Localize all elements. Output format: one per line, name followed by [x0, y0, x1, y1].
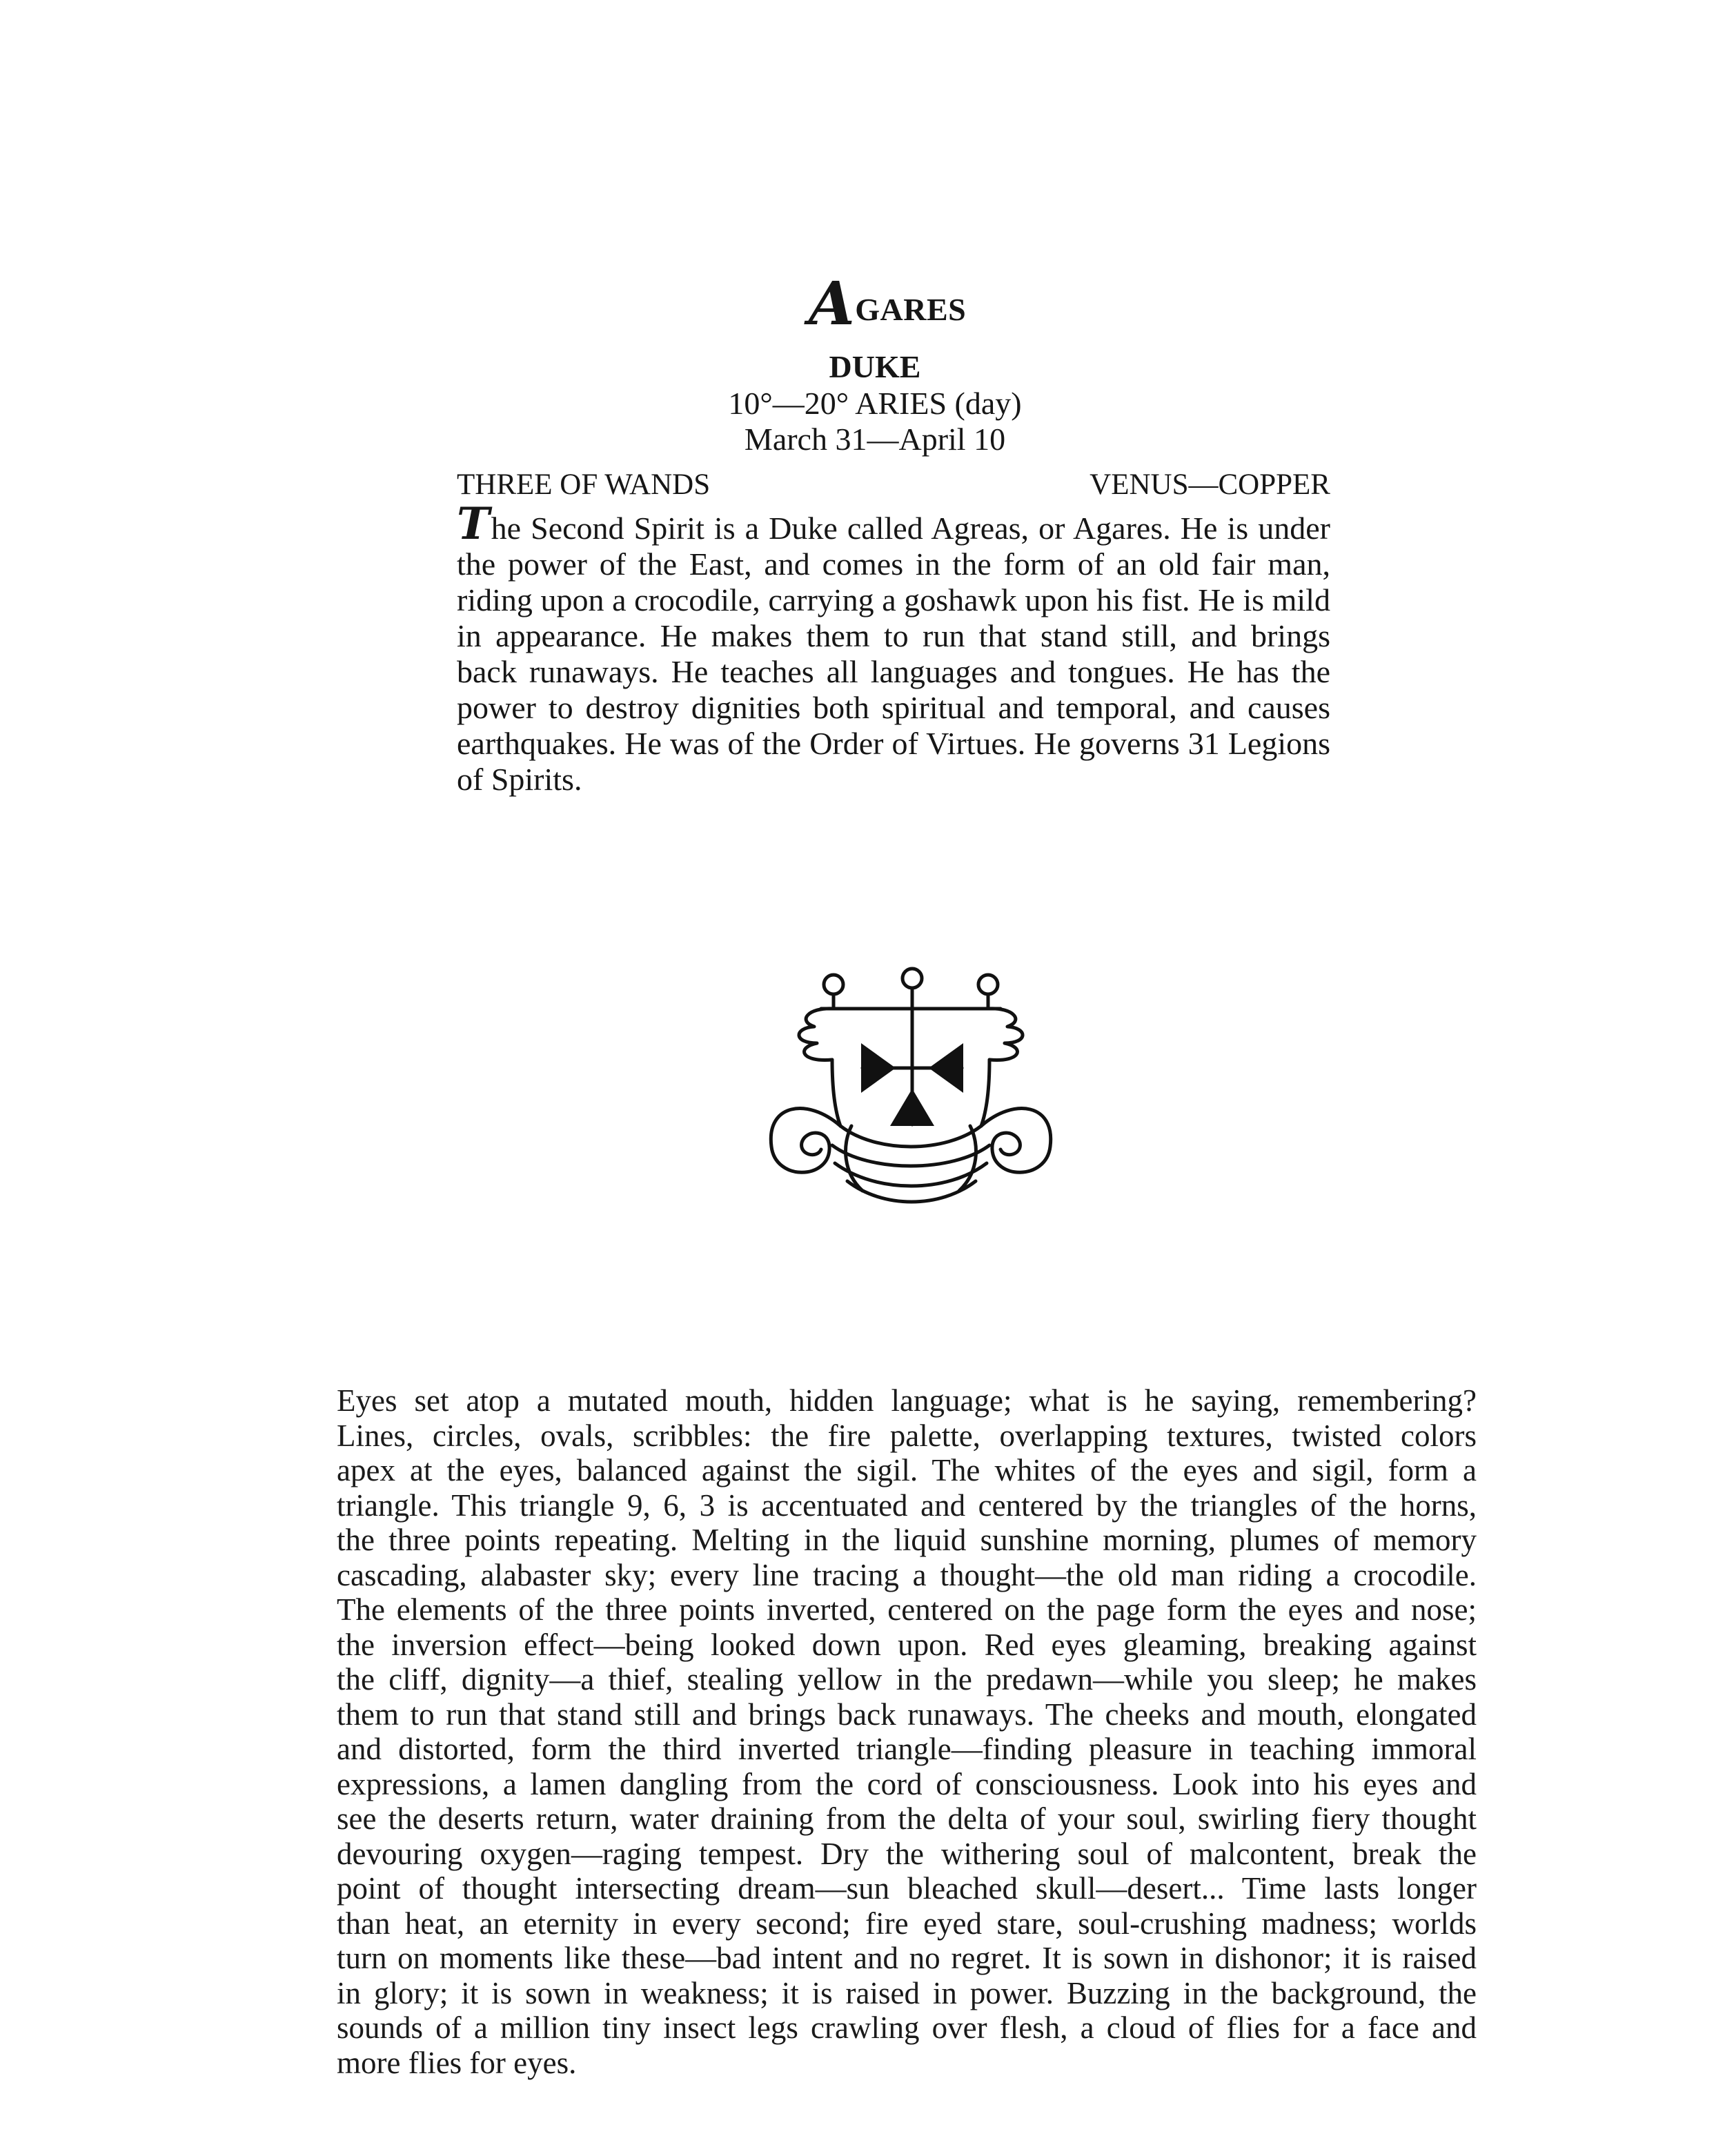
agares-sigil-icon	[766, 966, 1056, 1207]
commentary-line: apex at the eyes, balanced against the sigil. The whites of the eyes and sigil, form a	[337, 1453, 1477, 1487]
commentary-line: the three points repeating. Melting in the liquid sunshine morning, plumes of memory	[337, 1523, 1477, 1557]
commentary	[337, 1383, 1477, 2080]
commentary-line: Eyes set atop a mutated mouth, hidden language; what is he saying, remembering?	[337, 1383, 1477, 1418]
commentary-line: and distorted, form the third inverted triangle—finding pleasure in teaching immoral	[337, 1732, 1477, 1766]
commentary-line: triangle. This triangle 9, 6, 3 is accentuated and centered by the triangles of the horns,	[337, 1487, 1477, 1523]
commentary-line: than heat, an eternity in every second; fire eyed stare, soul-crushing madness; worlds	[337, 1906, 1477, 1941]
date-range: March 31—April 10	[744, 422, 1006, 457]
commentary-line: The elements of the three points inverted, centered on the page form the eyes and nose;	[337, 1592, 1477, 1627]
commentary-line: expressions, a lamen dangling from the cord of consciousness. Look into his eyes and	[337, 1766, 1477, 1801]
commentary-line: the inversion effect—being looked down upon. Red eyes gleaming, breaking against	[337, 1627, 1477, 1662]
title-rest: GARES	[855, 292, 967, 327]
commentary-line: in glory; it is sown in weakness; it is raised in power. Buzzing in the background, the	[337, 1975, 1477, 2010]
commentary-line: more flies for eyes.	[337, 2045, 577, 2080]
commentary-line: them to run that stand still and brings back runaways. The cheeks and mouth, elongated	[337, 1697, 1477, 1732]
planet-metal: VENUS—COPPER	[1090, 468, 1330, 501]
spirit-title	[809, 269, 966, 339]
commentary-line: turn on moments like these—bad intent and no regret. It is sown in dishonor; it is raised	[337, 1941, 1477, 1975]
commentary-line: see the deserts return, water draining from the delta of your soul, swirling fiery thought	[337, 1801, 1477, 1836]
commentary-line: the cliff, dignity—a thief, stealing yellow in the predawn—while you sleep; he makes	[337, 1662, 1477, 1697]
goetic-text: he Second Spirit is a Duke called Agreas, or Agares. He is under the power of the East, and comes in the form of an old fair man, riding upon a crocodile, carrying a goshawk upon his fist. He is mild in appearance. He makes them to run that stand still, and brings back runaways. He teaches all languages and tongues. He has the power to destroy dignities both spiritual and temporal, and causes earthquakes. He was of the Order of Virtues. He governs 31 Legions of Spirits.	[457, 511, 1330, 797]
commentary-line: cascading, alabaster sky; every line tracing a thought—the old man riding a crocodile.	[337, 1557, 1477, 1592]
commentary-line: devouring oxygen—raging tempest. Dry the withering soul of malcontent, break the	[337, 1836, 1477, 1871]
spirit-rank: DUKE	[829, 349, 921, 384]
commentary-line: sounds of a million tiny insect legs crawling over flesh, a cloud of flies for a face and	[337, 2010, 1477, 2045]
zodiac-degrees: 10°—20° ARIES (day)	[728, 386, 1022, 421]
commentary-line: point of thought intersecting dream—sun bleached skull—desert... Time lasts longer	[337, 1871, 1477, 1906]
drop-cap: T	[457, 498, 490, 550]
tarot-card: THREE OF WANDS	[457, 468, 711, 501]
title-initial: A	[809, 269, 856, 339]
commentary-line: Lines, circles, ovals, scribbles: the fire palette, overlapping textures, twisted colors	[337, 1418, 1477, 1453]
goetic-description	[457, 498, 1330, 798]
